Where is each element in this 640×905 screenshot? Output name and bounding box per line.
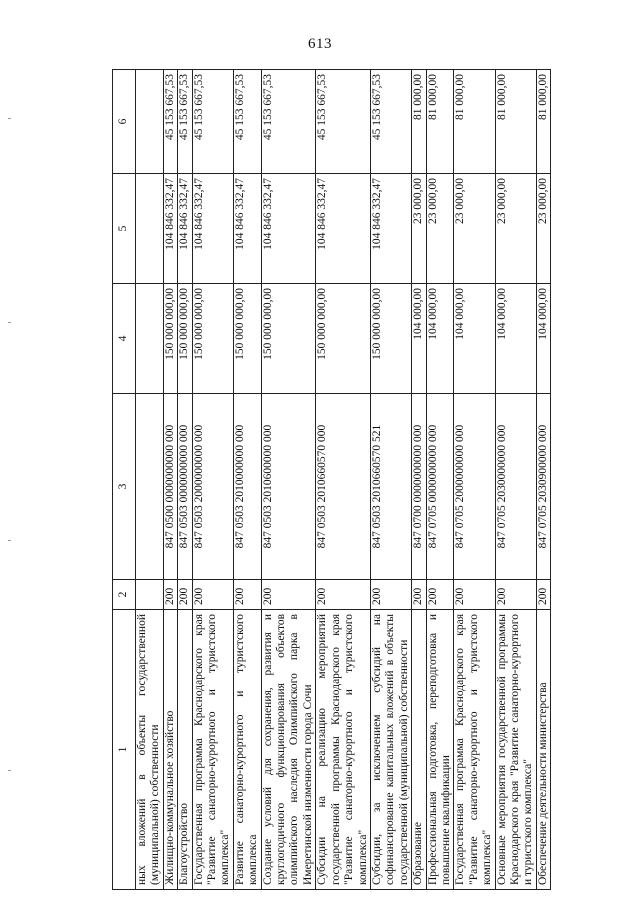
row-col6-cell: 45 153 667,53 [261, 70, 316, 174]
row-col5-cell: 104 846 332,47 [316, 174, 371, 284]
scan-mark [8, 540, 11, 541]
row-col4-cell: 104 000,00 [412, 284, 426, 394]
row-col4-cell: 150 000 000,00 [233, 284, 261, 394]
row-col2-cell: 200 [454, 580, 495, 610]
row-col2-cell: 200 [412, 580, 426, 610]
row-name-cell: Основные мероприятия государственной программы Краснодарского края "Развитие санаторно-курортного и туристского комплекса" [495, 610, 536, 890]
row-col6-cell: 45 153 667,53 [233, 70, 261, 174]
row-col5-cell: 104 846 332,47 [261, 174, 316, 284]
row-name-cell: Субсидии, за исключением субсидий на софинансирование капитальных вложений в объекты государственной (муниципальной) собственности [370, 610, 411, 890]
row-col2-cell: 200 [192, 580, 233, 610]
page-number: 613 [308, 36, 332, 52]
row-col4-cell: 150 000 000,00 [192, 284, 233, 394]
row-name-cell: Профессиональная подготовка, переподготовка и повышение квалификации [426, 610, 454, 890]
row-col2-cell: 200 [163, 580, 177, 610]
row-col5-cell: 104 846 332,47 [192, 174, 233, 284]
row-col4-cell: 150 000 000,00 [370, 284, 411, 394]
row-col6-cell [136, 70, 164, 174]
row-col5-cell: 23 000,00 [426, 174, 454, 284]
row-name-cell: Субсидии на реализацию мероприятий государственной программы Краснодарского края "Развитие санаторно-курортного и туристского комплекса" [316, 610, 371, 890]
row-col6-cell: 45 153 667,53 [192, 70, 233, 174]
row-name-cell: ных вложений в объекты государственной (муниципальной) собственности [136, 610, 164, 890]
row-col4-cell: 150 000 000,00 [163, 284, 177, 394]
scan-margin [0, 0, 40, 905]
row-col6-cell: 81 000,00 [495, 70, 536, 174]
rotated-table-sheet [112, 70, 622, 890]
row-col4-cell: 104 000,00 [495, 284, 536, 394]
column-header: 2 [113, 580, 136, 610]
column-header: 4 [113, 284, 136, 394]
row-col4-cell: 104 000,00 [536, 284, 550, 394]
row-name-cell: Образование [412, 610, 426, 890]
table-row [261, 70, 316, 890]
row-name-cell: Создание условий для сохранения, развития и круглогодичного функционирования объектов олимпийского наследия Олимпийского парка в Имеретинской низменности города Сочи [261, 610, 316, 890]
row-col5-cell: 23 000,00 [412, 174, 426, 284]
table-row [316, 70, 371, 890]
row-code-cell: 847 0503 2000000000 000 [192, 394, 233, 580]
row-col6-cell: 81 000,00 [536, 70, 550, 174]
row-col5-cell: 23 000,00 [454, 174, 495, 284]
row-name-cell: Государственная программа Краснодарского края "Развитие санаторно-курортного и туристского комплекса" [454, 610, 495, 890]
column-header: 6 [113, 70, 136, 174]
scan-mark [8, 118, 11, 119]
row-name-cell: Благоустройство [178, 610, 192, 890]
row-col4-cell: 104 000,00 [454, 284, 495, 394]
row-code-cell: 847 0705 2030000000 000 [495, 394, 536, 580]
row-col5-cell: 104 846 332,47 [233, 174, 261, 284]
row-code-cell: 847 0705 0000000000 000 [426, 394, 454, 580]
row-col6-cell: 45 153 667,53 [316, 70, 371, 174]
row-name-cell: Жилищно-коммунальное хозяйство [163, 610, 177, 890]
row-col4-cell: 150 000 000,00 [316, 284, 371, 394]
row-col6-cell: 45 153 667,53 [163, 70, 177, 174]
row-col5-cell [136, 174, 164, 284]
row-col2-cell: 200 [316, 580, 371, 610]
table-row [136, 70, 164, 890]
row-code-cell: 847 0503 2010000000 000 [233, 394, 261, 580]
table-row [412, 70, 426, 890]
row-col6-cell: 45 153 667,53 [178, 70, 192, 174]
budget-table [112, 69, 551, 890]
table-row [233, 70, 261, 890]
row-code-cell [136, 394, 164, 580]
table-row [178, 70, 192, 890]
row-col2-cell: 200 [495, 580, 536, 610]
row-code-cell: 847 0503 0000000000 000 [178, 394, 192, 580]
row-col4-cell: 150 000 000,00 [261, 284, 316, 394]
row-col4-cell: 104 000,00 [426, 284, 454, 394]
row-col2-cell: 200 [178, 580, 192, 610]
row-col5-cell: 23 000,00 [495, 174, 536, 284]
scan-mark [8, 770, 11, 771]
row-name-cell: Развитие санаторно-курортного и туристского комплекса [233, 610, 261, 890]
row-name-cell: Обеспечение деятельности министерства [536, 610, 550, 890]
row-col2-cell: 200 [370, 580, 411, 610]
table-row [192, 70, 233, 890]
table-row [426, 70, 454, 890]
row-code-cell: 847 0500 0000000000 000 [163, 394, 177, 580]
row-col2-cell: 200 [233, 580, 261, 610]
column-header: 1 [113, 610, 136, 890]
row-code-cell: 847 0705 2030900000 000 [536, 394, 550, 580]
row-col5-cell: 104 846 332,47 [370, 174, 411, 284]
table-row [163, 70, 177, 890]
row-name-cell: Государственная программа Краснодарского края "Развитие санаторно-курортного и туристского комплекса" [192, 610, 233, 890]
row-code-cell: 847 0705 2000000000 000 [454, 394, 495, 580]
row-col4-cell: 150 000 000,00 [178, 284, 192, 394]
table-header-row [113, 70, 136, 890]
table-row [495, 70, 536, 890]
row-code-cell: 847 0503 2010660570 000 [316, 394, 371, 580]
row-col2-cell: 200 [426, 580, 454, 610]
column-header: 3 [113, 394, 136, 580]
row-col6-cell: 81 000,00 [412, 70, 426, 174]
row-col6-cell: 81 000,00 [454, 70, 495, 174]
row-col5-cell: 104 846 332,47 [178, 174, 192, 284]
scan-mark [8, 322, 11, 323]
table-row [454, 70, 495, 890]
row-col5-cell: 23 000,00 [536, 174, 550, 284]
row-code-cell: 847 0503 2010660570 521 [370, 394, 411, 580]
row-col4-cell [136, 284, 164, 394]
row-col2-cell [136, 580, 164, 610]
row-code-cell: 847 0700 0000000000 000 [412, 394, 426, 580]
column-header: 5 [113, 174, 136, 284]
table-row [536, 70, 550, 890]
table-row [370, 70, 411, 890]
row-col2-cell: 200 [261, 580, 316, 610]
row-col2-cell: 200 [536, 580, 550, 610]
row-code-cell: 847 0503 2010600000 000 [261, 394, 316, 580]
row-col6-cell: 45 153 667,53 [370, 70, 411, 174]
row-col5-cell: 104 846 332,47 [163, 174, 177, 284]
row-col6-cell: 81 000,00 [426, 70, 454, 174]
